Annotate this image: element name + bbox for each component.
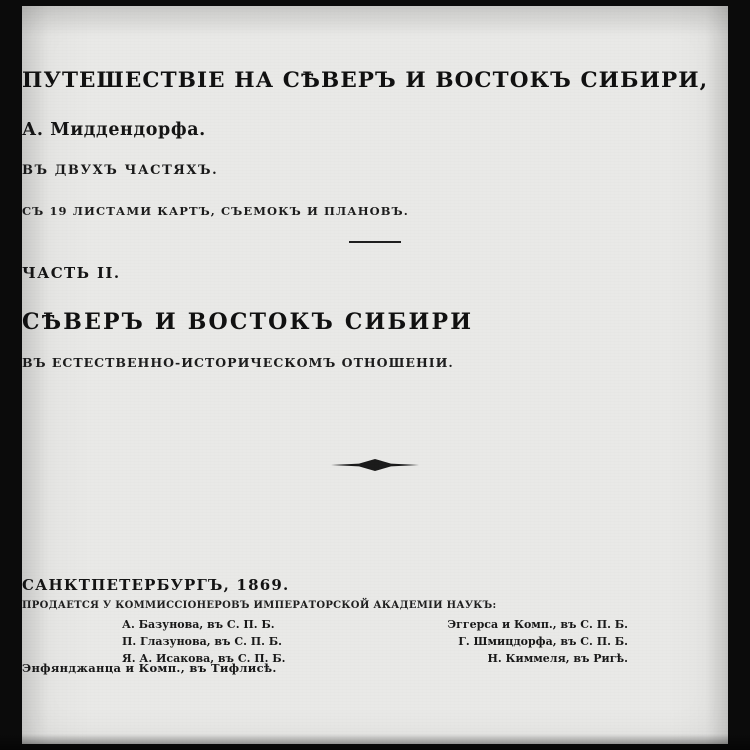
- list-item: Я. А. Исакова, въ С. П. Б.: [122, 652, 286, 665]
- imprint-city-year: САНКТПЕТЕРБУРГЪ, 1869.: [22, 576, 290, 594]
- part-subtitle: ВЪ ЕСТЕСТВЕННО-ИСТОРИЧЕСКОМЪ ОТНОШЕНІИ.: [22, 355, 454, 370]
- divider-rule: [349, 241, 401, 243]
- sellers-left-column: [122, 616, 286, 667]
- list-item: Г. Шмицдорфа, въ С. П. Б.: [458, 635, 628, 648]
- volumes-note: ВЪ ДВУХЪ ЧАСТЯХЪ.: [22, 163, 219, 178]
- list-item: Эггерса и Комп., въ С. П. Б.: [447, 618, 628, 631]
- diamond-ornament-icon: [329, 458, 421, 472]
- page-title: ПУТЕШЕСТВІЕ НА СѢВЕРЪ И ВОСТОКЪ СИБИРИ,: [22, 68, 709, 93]
- plates-note: СЪ 19 ЛИСТАМИ КАРТЪ, СЪЕМОКЪ И ПЛАНОВЪ.: [22, 204, 409, 218]
- part-title: СѢВЕРЪ И ВОСТОКЪ СИБИРИ: [22, 309, 474, 335]
- list-item: П. Глазунова, въ С. П. Б.: [122, 635, 283, 648]
- book-title-page: [22, 6, 728, 744]
- part-number: ЧАСТЬ II.: [22, 264, 121, 282]
- list-item: Н. Киммеля, въ Ригѣ.: [487, 652, 628, 665]
- distribution-note: ПРОДАЕТСЯ У КОММИССІОНЕРОВЪ ИМПЕРАТОРСКОЙ АКАДЕМІИ НАУКЪ:: [22, 600, 497, 611]
- author-name: А. Миддендорфа.: [22, 120, 206, 140]
- list-item: А. Базунова, въ С. П. Б.: [122, 618, 275, 631]
- sellers-list: [122, 616, 628, 667]
- seller-tiflis: Энфянджанца и Комп., въ Тифлисѣ.: [22, 661, 277, 675]
- sellers-right-column: [447, 616, 628, 667]
